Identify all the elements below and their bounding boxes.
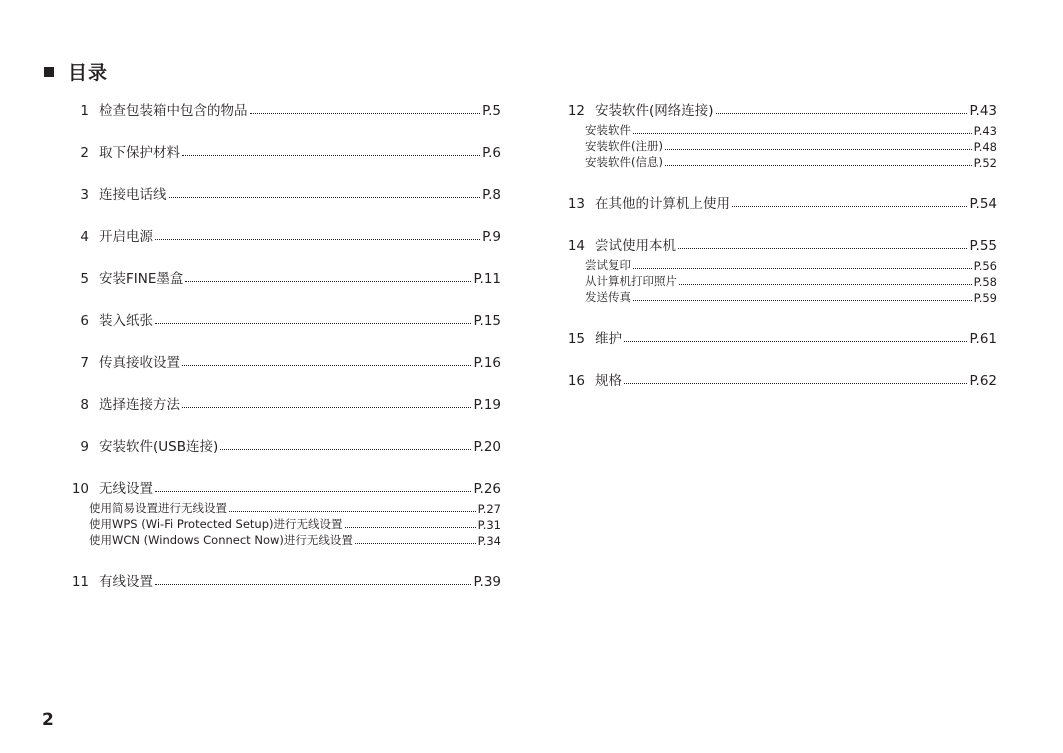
- toc-entry-label: 安装软件(USB连接): [99, 439, 219, 455]
- dot-leader: [665, 149, 972, 150]
- toc-entry-row[interactable]: [60, 266, 501, 287]
- dot-leader: [182, 407, 471, 408]
- toc-entry-page: P.11: [473, 271, 501, 287]
- toc-entry-page: P.62: [969, 373, 997, 389]
- toc-subentry-row[interactable]: [585, 154, 997, 170]
- toc-entry: [60, 392, 501, 413]
- toc-entry-label: 连接电话线: [99, 187, 167, 203]
- toc-subentry-page: P.52: [973, 156, 997, 170]
- toc-entry-label: 安装FINE墨盒: [99, 271, 184, 287]
- dot-leader: [716, 113, 968, 114]
- toc-entry-page: P.61: [969, 331, 997, 347]
- dot-leader: [679, 284, 972, 285]
- toc-subentry-label: 使用简易设置进行无线设置: [89, 501, 227, 515]
- dot-leader: [678, 248, 967, 249]
- toc-entry-number: 11: [71, 574, 89, 590]
- toc-entry: [60, 182, 501, 203]
- toc-subentry-label: 安装软件(信息): [585, 155, 663, 169]
- dot-leader: [624, 383, 967, 384]
- toc-subentry-row[interactable]: [585, 273, 997, 289]
- toc-entry-label: 安装软件(网络连接): [595, 103, 714, 119]
- toc-entry: [60, 140, 501, 161]
- toc-subentry-row[interactable]: [585, 138, 997, 154]
- toc-left-column: [60, 98, 501, 611]
- toc-entry: [556, 326, 997, 347]
- toc-entry-row[interactable]: [556, 98, 997, 119]
- toc-subentry-page: P.31: [477, 518, 501, 532]
- toc-entry-number: 8: [80, 397, 89, 413]
- toc-entry-page: P.43: [969, 103, 997, 119]
- toc-subentry-page: P.34: [477, 534, 501, 548]
- toc-subentry-page: P.56: [973, 259, 997, 273]
- toc-subentries: [585, 257, 997, 305]
- toc-entry-label: 规格: [595, 373, 622, 389]
- toc-entry-page: P.16: [473, 355, 501, 371]
- toc-entry-number: 12: [567, 103, 585, 119]
- toc-subentry-page: P.58: [973, 275, 997, 289]
- toc-entry-number: 6: [80, 313, 89, 329]
- toc-entry-number: 13: [567, 196, 585, 212]
- toc-entry-row[interactable]: [556, 191, 997, 212]
- toc-entry-number: 2: [80, 145, 89, 161]
- toc-entry-row[interactable]: [60, 308, 501, 329]
- toc-entry-label: 无线设置: [99, 481, 153, 497]
- toc-entry-page: P.8: [482, 187, 501, 203]
- toc-entry-row[interactable]: [60, 434, 501, 455]
- toc-entry-label: 维护: [595, 331, 622, 347]
- dot-leader: [229, 511, 476, 512]
- toc-entry: [60, 434, 501, 455]
- toc-entry-number: 15: [567, 331, 585, 347]
- toc-entry-page: P.5: [482, 103, 501, 119]
- toc-entry-label: 尝试使用本机: [595, 238, 676, 254]
- toc-subentry-label: 安装软件(注册): [585, 139, 663, 153]
- dot-leader: [155, 323, 471, 324]
- page-number: 2: [42, 710, 54, 730]
- toc-subentries: [585, 122, 997, 170]
- toc-entry: [60, 308, 501, 329]
- dot-leader: [220, 449, 471, 450]
- dot-leader: [155, 239, 480, 240]
- toc-subentry-page: P.48: [973, 140, 997, 154]
- dot-leader: [355, 543, 476, 544]
- dot-leader: [155, 491, 471, 492]
- toc-entry-row[interactable]: [556, 326, 997, 347]
- dot-leader: [155, 584, 471, 585]
- square-bullet-icon: [44, 67, 54, 77]
- toc-entry-page: P.19: [473, 397, 501, 413]
- toc-entry-number: 3: [80, 187, 89, 203]
- toc-subentry-row[interactable]: [89, 516, 501, 532]
- toc-heading: [44, 58, 108, 85]
- dot-leader: [633, 268, 972, 269]
- toc-entry: [60, 98, 501, 119]
- toc-entry: [60, 224, 501, 245]
- toc-entry-row[interactable]: [60, 98, 501, 119]
- toc-subentry-page: P.59: [973, 291, 997, 305]
- toc-subentry-row[interactable]: [585, 289, 997, 305]
- toc-entry-number: 10: [71, 481, 89, 497]
- toc-subentry-label: 发送传真: [585, 290, 631, 304]
- toc-entry-page: P.9: [482, 229, 501, 245]
- toc-subentry-label: 安装软件: [585, 123, 631, 137]
- toc-subentry-page: P.43: [973, 124, 997, 138]
- toc-entry: [60, 350, 501, 371]
- toc-subentry-label: 使用WCN (Windows Connect Now)进行无线设置: [89, 533, 353, 547]
- toc-subentry-page: P.27: [477, 502, 501, 516]
- page-title: 目录: [68, 62, 109, 84]
- toc-entry-row[interactable]: [556, 233, 997, 254]
- toc-entry-page: P.39: [473, 574, 501, 590]
- dot-leader: [182, 155, 480, 156]
- toc-subentry-row[interactable]: [585, 122, 997, 138]
- toc-subentry-label: 尝试复印: [585, 258, 631, 272]
- toc-entry-page: P.20: [473, 439, 501, 455]
- toc-subentries: [89, 500, 501, 548]
- dot-leader: [732, 206, 967, 207]
- toc-subentry-row[interactable]: [89, 532, 501, 548]
- toc-entry-number: 1: [80, 103, 89, 119]
- toc-entry-row[interactable]: [60, 569, 501, 590]
- toc-entry-page: P.26: [473, 481, 501, 497]
- dot-leader: [633, 133, 972, 134]
- dot-leader: [633, 300, 972, 301]
- toc-entry: [60, 569, 501, 590]
- dot-leader: [624, 341, 967, 342]
- toc-entry-row[interactable]: [60, 476, 501, 497]
- toc-entry: [60, 266, 501, 287]
- toc-entry-row[interactable]: [60, 182, 501, 203]
- toc-entry-label: 开启电源: [99, 229, 153, 245]
- toc-entry-label: 检查包装箱中包含的物品: [99, 103, 248, 119]
- toc-subentry-label: 使用WPS (Wi-Fi Protected Setup)进行无线设置: [89, 517, 343, 531]
- toc-entry-page: P.6: [482, 145, 501, 161]
- toc-entry-row[interactable]: [60, 140, 501, 161]
- dot-leader: [169, 197, 481, 198]
- dot-leader: [182, 365, 471, 366]
- toc-entry-row[interactable]: [60, 350, 501, 371]
- toc-entry-label: 装入纸张: [99, 313, 153, 329]
- toc-entry: [556, 98, 997, 170]
- dot-leader: [250, 113, 481, 114]
- toc-entry-label: 取下保护材料: [99, 145, 180, 161]
- toc-entry-row[interactable]: [60, 392, 501, 413]
- toc-entry-number: 7: [80, 355, 89, 371]
- toc-entry-label: 在其他的计算机上使用: [595, 196, 730, 212]
- toc-subentry-label: 从计算机打印照片: [585, 274, 677, 288]
- toc-entry-label: 选择连接方法: [99, 397, 180, 413]
- toc-entry-number: 9: [80, 439, 89, 455]
- toc-entry: [60, 476, 501, 548]
- toc-subentry-row[interactable]: [585, 257, 997, 273]
- toc-subentry-row[interactable]: [89, 500, 501, 516]
- toc-entry: [556, 233, 997, 305]
- toc-entry-page: P.54: [969, 196, 997, 212]
- toc-entry-page: P.55: [969, 238, 997, 254]
- dot-leader: [665, 165, 972, 166]
- toc-entry-number: 14: [567, 238, 585, 254]
- toc-entry-number: 16: [567, 373, 585, 389]
- toc-entry-label: 有线设置: [99, 574, 153, 590]
- toc-entry-row[interactable]: [556, 368, 997, 389]
- toc-entry-number: 4: [80, 229, 89, 245]
- dot-leader: [185, 281, 471, 282]
- toc-entry-label: 传真接收设置: [99, 355, 180, 371]
- toc-entry-page: P.15: [473, 313, 501, 329]
- toc-right-column: [556, 98, 997, 410]
- toc-entry: [556, 368, 997, 389]
- dot-leader: [345, 527, 476, 528]
- toc-entry-number: 5: [80, 271, 89, 287]
- toc-entry-row[interactable]: [60, 224, 501, 245]
- toc-entry: [556, 191, 997, 212]
